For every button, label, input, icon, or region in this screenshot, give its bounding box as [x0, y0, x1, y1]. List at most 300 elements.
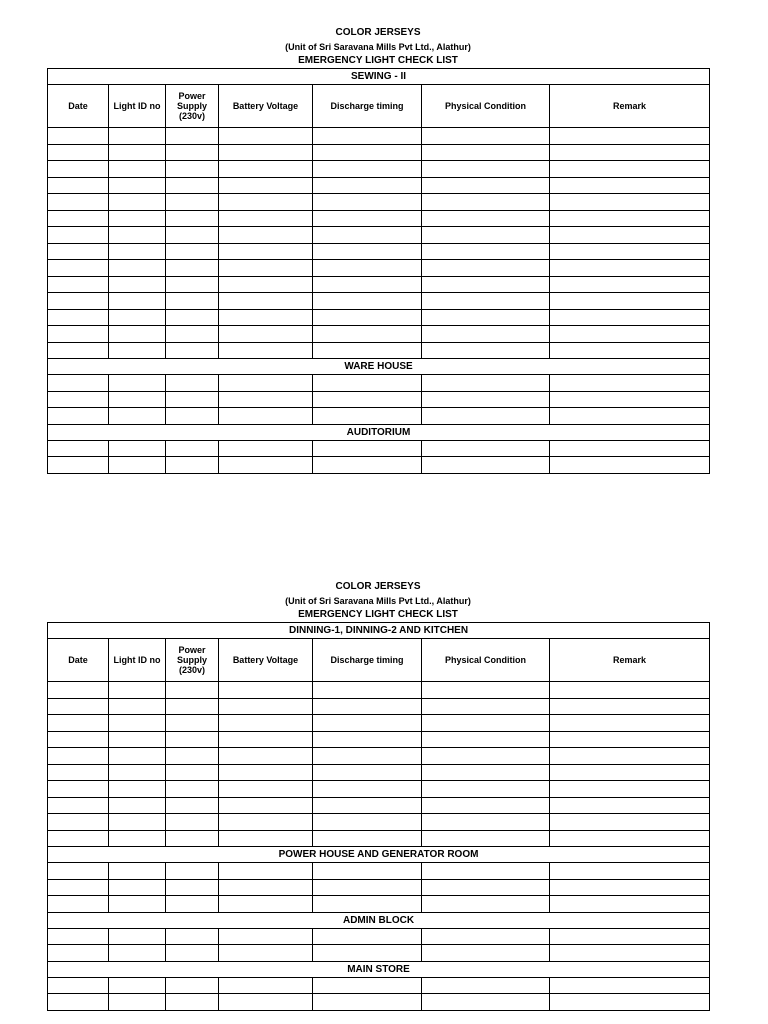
empty-cell[interactable] [422, 408, 550, 425]
empty-cell[interactable] [219, 293, 313, 310]
empty-cell[interactable] [550, 128, 710, 145]
empty-cell[interactable] [422, 814, 550, 831]
empty-cell[interactable] [550, 293, 710, 310]
empty-cell[interactable] [422, 440, 550, 457]
empty-cell[interactable] [219, 342, 313, 359]
empty-cell[interactable] [109, 128, 166, 145]
empty-cell[interactable] [219, 243, 313, 260]
empty-cell[interactable] [422, 128, 550, 145]
empty-cell[interactable] [313, 128, 422, 145]
empty-cell[interactable] [313, 194, 422, 211]
section-title: MAIN STORE [48, 961, 710, 977]
empty-cell[interactable] [422, 227, 550, 244]
table-row [48, 863, 710, 880]
empty-cell[interactable] [422, 144, 550, 161]
empty-cell[interactable] [422, 326, 550, 343]
empty-cell[interactable] [313, 797, 422, 814]
empty-cell[interactable] [109, 260, 166, 277]
empty-cell[interactable] [422, 797, 550, 814]
column-header: Discharge timing [313, 639, 422, 682]
empty-cell[interactable] [219, 748, 313, 765]
empty-cell[interactable] [109, 391, 166, 408]
empty-cell[interactable] [109, 698, 166, 715]
empty-cell[interactable] [166, 879, 219, 896]
empty-cell[interactable] [48, 814, 109, 831]
empty-cell[interactable] [550, 194, 710, 211]
empty-cell[interactable] [313, 260, 422, 277]
empty-cell[interactable] [48, 391, 109, 408]
table-row [48, 896, 710, 913]
empty-cell[interactable] [219, 731, 313, 748]
empty-cell[interactable] [48, 457, 109, 474]
empty-cell[interactable] [313, 977, 422, 994]
empty-cell[interactable] [48, 326, 109, 343]
empty-cell[interactable] [550, 243, 710, 260]
empty-cell[interactable] [313, 731, 422, 748]
empty-cell[interactable] [166, 896, 219, 913]
empty-cell[interactable] [219, 144, 313, 161]
empty-cell[interactable] [166, 342, 219, 359]
empty-cell[interactable] [313, 276, 422, 293]
empty-cell[interactable] [166, 326, 219, 343]
empty-cell[interactable] [219, 326, 313, 343]
empty-cell[interactable] [422, 863, 550, 880]
section-row [48, 961, 710, 977]
empty-cell[interactable] [109, 879, 166, 896]
empty-cell[interactable] [313, 375, 422, 392]
empty-cell[interactable] [550, 928, 710, 945]
empty-cell[interactable] [313, 144, 422, 161]
document-title: EMERGENCY LIGHT CHECK LIST [298, 609, 458, 620]
empty-cell[interactable] [550, 457, 710, 474]
empty-cell[interactable] [550, 945, 710, 962]
empty-cell[interactable] [219, 375, 313, 392]
empty-cell[interactable] [109, 440, 166, 457]
empty-cell[interactable] [219, 715, 313, 732]
empty-cell[interactable] [313, 227, 422, 244]
empty-cell[interactable] [422, 375, 550, 392]
empty-cell[interactable] [550, 210, 710, 227]
empty-cell[interactable] [109, 748, 166, 765]
empty-cell[interactable] [550, 830, 710, 847]
empty-cell[interactable] [166, 260, 219, 277]
empty-cell[interactable] [166, 293, 219, 310]
empty-cell[interactable] [166, 715, 219, 732]
empty-cell[interactable] [48, 293, 109, 310]
empty-cell[interactable] [422, 161, 550, 178]
empty-cell[interactable] [48, 977, 109, 994]
empty-cell[interactable] [166, 682, 219, 699]
section-title: ADMIN BLOCK [48, 912, 710, 928]
empty-cell[interactable] [166, 748, 219, 765]
empty-cell[interactable] [109, 408, 166, 425]
empty-cell[interactable] [166, 781, 219, 798]
empty-cell[interactable] [48, 715, 109, 732]
table-row [48, 814, 710, 831]
table-row [48, 682, 710, 699]
empty-cell[interactable] [48, 161, 109, 178]
empty-cell[interactable] [166, 309, 219, 326]
table-row [48, 830, 710, 847]
empty-cell[interactable] [109, 309, 166, 326]
empty-cell[interactable] [109, 210, 166, 227]
section-row [48, 847, 710, 863]
table-row [48, 144, 710, 161]
empty-cell[interactable] [48, 781, 109, 798]
empty-cell[interactable] [550, 161, 710, 178]
empty-cell[interactable] [166, 194, 219, 211]
empty-cell[interactable] [550, 781, 710, 798]
empty-cell[interactable] [48, 764, 109, 781]
empty-cell[interactable] [109, 896, 166, 913]
empty-cell[interactable] [422, 309, 550, 326]
empty-cell[interactable] [313, 698, 422, 715]
empty-cell[interactable] [550, 440, 710, 457]
empty-cell[interactable] [550, 375, 710, 392]
empty-cell[interactable] [48, 408, 109, 425]
table-row [48, 994, 710, 1011]
empty-cell[interactable] [313, 391, 422, 408]
document-title: EMERGENCY LIGHT CHECK LIST [298, 55, 458, 66]
empty-cell[interactable] [550, 748, 710, 765]
empty-cell[interactable] [48, 440, 109, 457]
empty-cell[interactable] [109, 682, 166, 699]
empty-cell[interactable] [219, 276, 313, 293]
empty-cell[interactable] [422, 276, 550, 293]
company-name: COLOR JERSEYS [335, 581, 421, 592]
empty-cell[interactable] [166, 276, 219, 293]
empty-cell[interactable] [219, 161, 313, 178]
empty-cell[interactable] [313, 309, 422, 326]
empty-cell[interactable] [166, 994, 219, 1011]
empty-cell[interactable] [219, 260, 313, 277]
empty-cell[interactable] [109, 781, 166, 798]
column-header: Light ID no [109, 639, 166, 682]
empty-cell[interactable] [313, 326, 422, 343]
empty-cell[interactable] [422, 748, 550, 765]
empty-cell[interactable] [109, 342, 166, 359]
empty-cell[interactable] [166, 457, 219, 474]
empty-cell[interactable] [313, 177, 422, 194]
empty-cell[interactable] [550, 227, 710, 244]
empty-cell[interactable] [109, 863, 166, 880]
empty-cell[interactable] [166, 408, 219, 425]
empty-cell[interactable] [109, 276, 166, 293]
empty-cell[interactable] [422, 210, 550, 227]
empty-cell[interactable] [550, 715, 710, 732]
table-row [48, 276, 710, 293]
empty-cell[interactable] [48, 194, 109, 211]
empty-cell[interactable] [109, 326, 166, 343]
empty-cell[interactable] [550, 764, 710, 781]
empty-cell[interactable] [219, 764, 313, 781]
empty-cell[interactable] [109, 144, 166, 161]
empty-cell[interactable] [219, 814, 313, 831]
table-row [48, 764, 710, 781]
empty-cell[interactable] [48, 945, 109, 962]
empty-cell[interactable] [422, 879, 550, 896]
empty-cell[interactable] [422, 177, 550, 194]
empty-cell[interactable] [550, 994, 710, 1011]
section-title: SEWING - II [48, 69, 710, 85]
empty-cell[interactable] [166, 863, 219, 880]
empty-cell[interactable] [219, 830, 313, 847]
unit-subtitle: (Unit of Sri Saravana Mills Pvt Ltd., Alathur) [285, 42, 471, 52]
empty-cell[interactable] [48, 879, 109, 896]
empty-cell[interactable] [313, 879, 422, 896]
empty-cell[interactable] [550, 276, 710, 293]
empty-cell[interactable] [48, 698, 109, 715]
empty-cell[interactable] [48, 748, 109, 765]
empty-cell[interactable] [422, 896, 550, 913]
section-title: POWER HOUSE AND GENERATOR ROOM [48, 847, 710, 863]
table-row [48, 161, 710, 178]
empty-cell[interactable] [219, 128, 313, 145]
empty-cell[interactable] [313, 928, 422, 945]
table-row [48, 194, 710, 211]
column-header: Battery Voltage [219, 639, 313, 682]
empty-cell[interactable] [109, 457, 166, 474]
empty-cell[interactable] [550, 408, 710, 425]
empty-cell[interactable] [422, 830, 550, 847]
empty-cell[interactable] [550, 863, 710, 880]
table-row [48, 928, 710, 945]
empty-cell[interactable] [550, 326, 710, 343]
column-header: Physical Condition [422, 85, 550, 128]
empty-cell[interactable] [313, 896, 422, 913]
empty-cell[interactable] [166, 764, 219, 781]
empty-cell[interactable] [422, 293, 550, 310]
empty-cell[interactable] [166, 227, 219, 244]
empty-cell[interactable] [219, 945, 313, 962]
empty-cell[interactable] [422, 781, 550, 798]
empty-cell[interactable] [313, 715, 422, 732]
empty-cell[interactable] [313, 863, 422, 880]
empty-cell[interactable] [550, 177, 710, 194]
empty-cell[interactable] [550, 731, 710, 748]
empty-cell[interactable] [48, 276, 109, 293]
empty-cell[interactable] [109, 715, 166, 732]
empty-cell[interactable] [48, 682, 109, 699]
empty-cell[interactable] [313, 293, 422, 310]
empty-cell[interactable] [550, 682, 710, 699]
empty-cell[interactable] [109, 797, 166, 814]
empty-cell[interactable] [219, 408, 313, 425]
table-row [48, 797, 710, 814]
empty-cell[interactable] [313, 440, 422, 457]
empty-cell[interactable] [313, 243, 422, 260]
empty-cell[interactable] [166, 977, 219, 994]
empty-cell[interactable] [313, 748, 422, 765]
empty-cell[interactable] [313, 814, 422, 831]
empty-cell[interactable] [48, 375, 109, 392]
empty-cell[interactable] [109, 830, 166, 847]
empty-cell[interactable] [166, 830, 219, 847]
column-header: Power Supply (230v) [166, 639, 219, 682]
empty-cell[interactable] [109, 243, 166, 260]
section-row [48, 69, 710, 85]
empty-cell[interactable] [550, 896, 710, 913]
empty-cell[interactable] [166, 128, 219, 145]
table-row [48, 977, 710, 994]
empty-cell[interactable] [219, 194, 313, 211]
table-row [48, 408, 710, 425]
empty-cell[interactable] [166, 210, 219, 227]
table-row [48, 227, 710, 244]
empty-cell[interactable] [550, 342, 710, 359]
table-row [48, 210, 710, 227]
checklist-table [47, 622, 710, 1011]
empty-cell[interactable] [166, 375, 219, 392]
empty-cell[interactable] [109, 293, 166, 310]
empty-cell[interactable] [219, 928, 313, 945]
empty-cell[interactable] [219, 440, 313, 457]
empty-cell[interactable] [219, 227, 313, 244]
empty-cell[interactable] [48, 830, 109, 847]
empty-cell[interactable] [48, 243, 109, 260]
empty-cell[interactable] [109, 375, 166, 392]
empty-cell[interactable] [550, 879, 710, 896]
empty-cell[interactable] [219, 391, 313, 408]
column-header: Physical Condition [422, 639, 550, 682]
empty-cell[interactable] [109, 161, 166, 178]
empty-cell[interactable] [550, 391, 710, 408]
empty-cell[interactable] [48, 227, 109, 244]
empty-cell[interactable] [48, 342, 109, 359]
empty-cell[interactable] [219, 781, 313, 798]
empty-cell[interactable] [166, 698, 219, 715]
empty-cell[interactable] [550, 977, 710, 994]
empty-cell[interactable] [422, 457, 550, 474]
empty-cell[interactable] [313, 764, 422, 781]
empty-cell[interactable] [109, 177, 166, 194]
empty-cell[interactable] [313, 408, 422, 425]
table-row [48, 715, 710, 732]
empty-cell[interactable] [313, 682, 422, 699]
empty-cell[interactable] [422, 194, 550, 211]
empty-cell[interactable] [48, 309, 109, 326]
empty-cell[interactable] [109, 764, 166, 781]
empty-cell[interactable] [219, 977, 313, 994]
empty-cell[interactable] [422, 945, 550, 962]
empty-cell[interactable] [422, 342, 550, 359]
empty-cell[interactable] [109, 945, 166, 962]
empty-cell[interactable] [48, 731, 109, 748]
column-header-row [48, 639, 710, 682]
empty-cell[interactable] [422, 682, 550, 699]
table-row [48, 342, 710, 359]
empty-cell[interactable] [48, 210, 109, 227]
empty-cell[interactable] [422, 928, 550, 945]
empty-cell[interactable] [313, 830, 422, 847]
empty-cell[interactable] [313, 945, 422, 962]
empty-cell[interactable] [422, 994, 550, 1011]
empty-cell[interactable] [109, 928, 166, 945]
empty-cell[interactable] [166, 144, 219, 161]
empty-cell[interactable] [422, 698, 550, 715]
empty-cell[interactable] [550, 698, 710, 715]
empty-cell[interactable] [48, 928, 109, 945]
empty-cell[interactable] [219, 994, 313, 1011]
empty-cell[interactable] [313, 994, 422, 1011]
table-row [48, 309, 710, 326]
document-header [47, 26, 709, 68]
empty-cell[interactable] [109, 194, 166, 211]
empty-cell[interactable] [219, 879, 313, 896]
empty-cell[interactable] [550, 144, 710, 161]
empty-cell[interactable] [48, 797, 109, 814]
column-header: Date [48, 639, 109, 682]
empty-cell[interactable] [166, 391, 219, 408]
empty-cell[interactable] [109, 731, 166, 748]
empty-cell[interactable] [313, 457, 422, 474]
empty-cell[interactable] [166, 945, 219, 962]
empty-cell[interactable] [219, 682, 313, 699]
empty-cell[interactable] [166, 814, 219, 831]
empty-cell[interactable] [166, 440, 219, 457]
empty-cell[interactable] [550, 797, 710, 814]
empty-cell[interactable] [109, 227, 166, 244]
empty-cell[interactable] [313, 210, 422, 227]
empty-cell[interactable] [109, 977, 166, 994]
empty-cell[interactable] [422, 715, 550, 732]
section-title: WARE HOUSE [48, 359, 710, 375]
empty-cell[interactable] [48, 128, 109, 145]
empty-cell[interactable] [48, 994, 109, 1011]
table-row [48, 748, 710, 765]
column-header: Date [48, 85, 109, 128]
empty-cell[interactable] [550, 309, 710, 326]
empty-cell[interactable] [219, 457, 313, 474]
empty-cell[interactable] [422, 731, 550, 748]
empty-cell[interactable] [166, 928, 219, 945]
empty-cell[interactable] [313, 781, 422, 798]
empty-cell[interactable] [48, 896, 109, 913]
column-header: Remark [550, 85, 710, 128]
empty-cell[interactable] [219, 797, 313, 814]
empty-cell[interactable] [219, 210, 313, 227]
empty-cell[interactable] [422, 977, 550, 994]
empty-cell[interactable] [166, 797, 219, 814]
empty-cell[interactable] [313, 342, 422, 359]
empty-cell[interactable] [422, 391, 550, 408]
empty-cell[interactable] [109, 994, 166, 1011]
empty-cell[interactable] [219, 177, 313, 194]
empty-cell[interactable] [550, 260, 710, 277]
empty-cell[interactable] [422, 243, 550, 260]
empty-cell[interactable] [166, 243, 219, 260]
column-header-row [48, 85, 710, 128]
empty-cell[interactable] [219, 698, 313, 715]
empty-cell[interactable] [422, 260, 550, 277]
empty-cell[interactable] [313, 161, 422, 178]
column-header: Remark [550, 639, 710, 682]
empty-cell[interactable] [48, 177, 109, 194]
empty-cell[interactable] [166, 731, 219, 748]
empty-cell[interactable] [48, 260, 109, 277]
empty-cell[interactable] [219, 309, 313, 326]
unit-subtitle: (Unit of Sri Saravana Mills Pvt Ltd., Alathur) [285, 596, 471, 606]
empty-cell[interactable] [219, 896, 313, 913]
empty-cell[interactable] [48, 863, 109, 880]
empty-cell[interactable] [219, 863, 313, 880]
empty-cell[interactable] [422, 764, 550, 781]
empty-cell[interactable] [166, 177, 219, 194]
empty-cell[interactable] [166, 161, 219, 178]
empty-cell[interactable] [48, 144, 109, 161]
empty-cell[interactable] [550, 814, 710, 831]
empty-cell[interactable] [109, 814, 166, 831]
